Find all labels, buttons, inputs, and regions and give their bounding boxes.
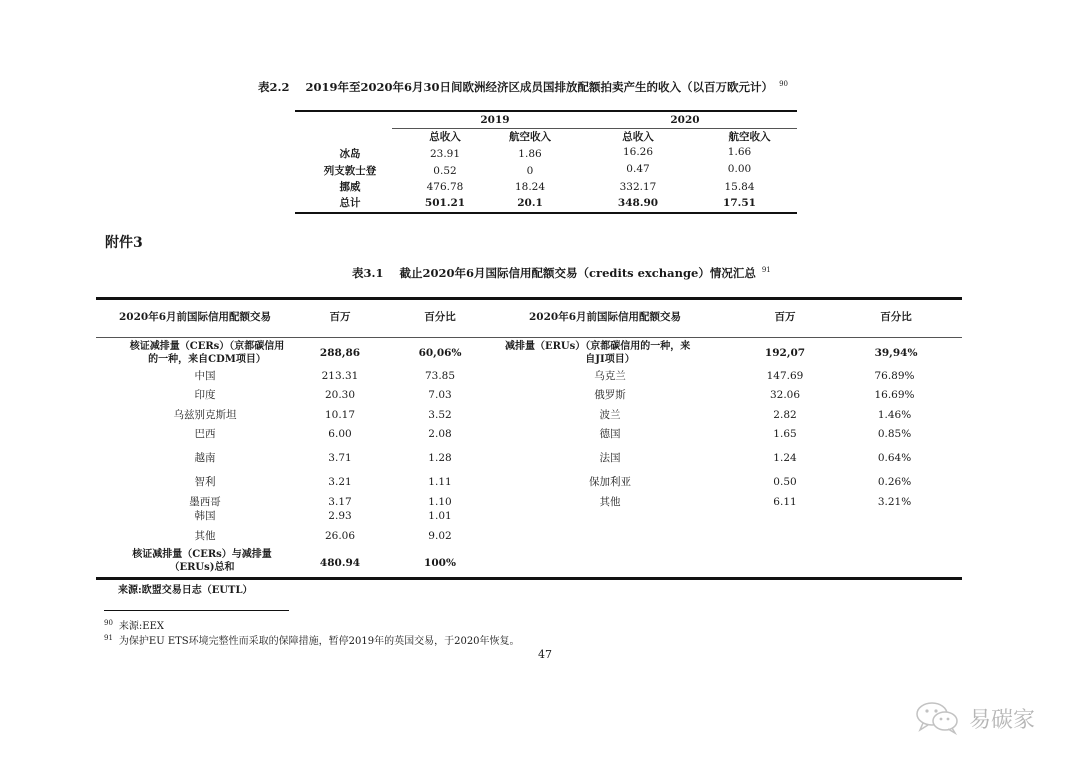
- table22-year-rule: [392, 128, 797, 129]
- left-row-country: 智利: [194, 476, 216, 488]
- footnote-ref-91: 91: [761, 266, 771, 275]
- footnote-91: [104, 632, 520, 647]
- header-left-million: 百万: [329, 311, 351, 323]
- left-summary-label-1: 核证减排量（CERs）（京都碳信用: [129, 341, 285, 352]
- right-row-million: 6.11: [773, 496, 797, 508]
- left-row-million: 3.17: [328, 496, 352, 508]
- total-value: 348.90: [617, 197, 659, 209]
- subheader-total-2019: 总收入: [429, 131, 461, 143]
- left-total-million: 480.94: [319, 557, 361, 569]
- right-row-country: 波兰: [599, 409, 621, 421]
- left-summary-label-2: 的一种，来自CDM项目）: [148, 354, 266, 365]
- header-left-category: 2020年6月前国际信用配额交易: [118, 311, 272, 323]
- header-left-percent: 百分比: [424, 311, 456, 323]
- wechat-icon: [915, 700, 961, 736]
- cell-value: 15.84: [724, 181, 755, 193]
- right-row-percent: 1.46%: [877, 409, 912, 421]
- left-row-percent: 1.28: [428, 452, 452, 464]
- left-row-percent: 2.08: [428, 428, 452, 440]
- cell-value: 0.47: [626, 163, 650, 175]
- footnote-90: [104, 617, 164, 632]
- cell-value: 16.26: [622, 146, 654, 158]
- right-row-million: 1.65: [773, 428, 797, 440]
- table31-top-rule: [96, 297, 962, 300]
- left-row-million: 6.00: [328, 428, 352, 440]
- right-summary-label-1: 减排量（ERUs）（京都碳信用的一种，来: [505, 341, 691, 352]
- right-row-country: 俄罗斯: [594, 389, 626, 401]
- left-row-percent: 3.52: [428, 409, 452, 421]
- right-row-percent: 3.21%: [877, 496, 912, 508]
- left-row-percent: 73.85: [424, 370, 456, 382]
- table31-label: 表3.1: [352, 266, 384, 280]
- left-row-country: 乌兹别克斯坦: [173, 409, 237, 421]
- right-row-country: 其他: [599, 496, 621, 508]
- cell-value: 23.91: [429, 148, 461, 160]
- right-row-percent: 0.26%: [877, 476, 912, 488]
- page-number: 47: [538, 648, 552, 661]
- cell-value: 1.86: [518, 148, 542, 160]
- left-row-million: 3.21: [328, 476, 352, 488]
- cell-value: 476.78: [426, 181, 464, 193]
- watermark: [915, 700, 1035, 736]
- watermark-text: 易碳家: [969, 707, 1036, 733]
- cell-value: 0.52: [433, 165, 457, 177]
- right-row-percent: 0.64%: [877, 452, 912, 464]
- left-row-million: 2.93: [328, 510, 352, 522]
- left-row-million: 26.06: [324, 530, 356, 542]
- right-row-million: 0.50: [773, 476, 797, 488]
- right-row-country: 德国: [599, 428, 621, 440]
- footnote-number: 91: [104, 633, 113, 642]
- total-value: 17.51: [723, 197, 756, 209]
- right-row-million: 1.24: [773, 452, 797, 464]
- left-row-million: 213.31: [321, 370, 359, 382]
- subheader-total-2020: 总收入: [622, 131, 654, 143]
- left-row-million: 20.30: [324, 389, 356, 401]
- left-row-million: 3.71: [328, 452, 352, 464]
- left-row-country: 韩国: [194, 510, 216, 522]
- total-value: 501.21: [424, 197, 466, 209]
- right-row-country: 乌克兰: [594, 370, 626, 382]
- table31-bottom-rule: [96, 577, 962, 580]
- table31-title: 截止2020年6月国际信用配额交易（credits exchange）情况汇总: [399, 266, 756, 280]
- right-summary-million: 192,07: [764, 347, 806, 359]
- cell-value: 0.00: [727, 163, 752, 175]
- left-row-country: 墨西哥: [189, 496, 221, 508]
- table22-bottom-rule: [295, 212, 797, 214]
- row-country: 挪威: [339, 181, 361, 193]
- table22-caption: [258, 79, 788, 95]
- right-row-country: 保加利亚: [589, 476, 631, 488]
- left-row-country: 巴西: [194, 428, 216, 440]
- annex-title: 附件3: [105, 235, 143, 251]
- table22-top-rule: [295, 110, 797, 112]
- subheader-aviation-2020: 航空收入: [728, 131, 771, 143]
- left-total-label-2: （ERUs)总和: [169, 562, 235, 573]
- header-right-million: 百万: [774, 311, 796, 323]
- right-row-country: 法国: [599, 452, 621, 464]
- cell-value: 0: [526, 165, 534, 177]
- left-row-percent: 1.01: [428, 510, 452, 522]
- cell-value: 332.17: [619, 181, 657, 193]
- left-row-country: 中国: [194, 370, 216, 382]
- left-total-percent: 100%: [424, 557, 456, 569]
- left-row-country: 其他: [194, 530, 216, 542]
- right-row-percent: 0.85%: [877, 428, 912, 440]
- footnote-text: 来源:EEX: [118, 621, 165, 632]
- row-country: 列支敦士登: [323, 165, 377, 177]
- left-row-percent: 1.10: [428, 496, 452, 508]
- table22-title: 2019年至2020年6月30日间欧洲经济区成员国排放配额拍卖产生的收入（以百万欧元计）: [305, 80, 774, 94]
- right-row-million: 147.69: [766, 370, 804, 382]
- header-right-category: 2020年6月前国际信用配额交易: [528, 311, 682, 323]
- left-row-percent: 9.02: [428, 530, 452, 542]
- left-row-percent: 7.03: [428, 389, 452, 401]
- total-value: 20.1: [517, 197, 543, 209]
- total-label: 总计: [339, 197, 361, 209]
- right-summary-percent: 39,94%: [874, 347, 918, 359]
- left-summary-percent: 60,06%: [418, 347, 462, 359]
- left-summary-million: 288,86: [319, 347, 361, 359]
- table22-label: 表2.2: [258, 80, 290, 94]
- year-2019: 2019: [480, 114, 510, 126]
- right-row-percent: 16.69%: [874, 389, 915, 401]
- left-row-million: 10.17: [324, 409, 356, 421]
- left-total-label-1: 核证减排量（CERs）与减排量: [132, 549, 272, 560]
- left-row-country: 越南: [194, 452, 216, 464]
- table31-header-rule: [96, 337, 962, 338]
- right-row-percent: 76.89%: [874, 370, 915, 382]
- right-row-million: 32.06: [769, 389, 801, 401]
- subheader-aviation-2019: 航空收入: [509, 131, 551, 143]
- right-summary-label-2: 自JI项目）: [585, 354, 635, 365]
- cell-value: 1.66: [727, 146, 752, 158]
- row-country: 冰岛: [339, 148, 361, 160]
- table31-source: 来源:欧盟交易日志（EUTL）: [118, 585, 253, 596]
- table31-caption: [352, 265, 771, 281]
- header-right-percent: 百分比: [880, 311, 912, 323]
- left-row-percent: 1.11: [428, 476, 452, 488]
- footnote-number: 90: [104, 618, 113, 627]
- left-row-country: 印度: [194, 389, 216, 401]
- right-row-million: 2.82: [773, 409, 797, 421]
- cell-value: 18.24: [514, 181, 546, 193]
- year-2020: 2020: [670, 114, 700, 126]
- footnote-text: 为保护EU ETS环境完整性而采取的保障措施，暂停2019年的英国交易，于2020年恢复。: [118, 636, 520, 647]
- footnote-ref-90: 90: [779, 80, 788, 89]
- footnote-separator: [104, 610, 289, 611]
